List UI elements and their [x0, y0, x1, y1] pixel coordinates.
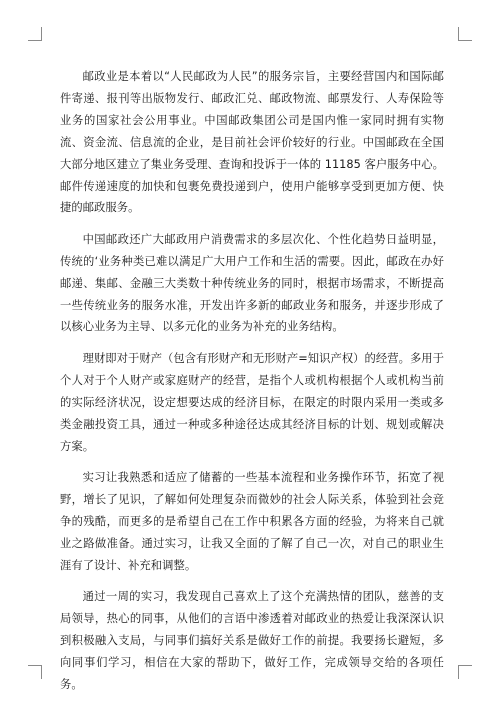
paragraph-postal-services: 中国邮政还广大邮政用户消费需求的多层次化、个性化趋势日益明显，传统的‘业务种类已难以满足广大用户工作和生活的需要。因此，邮政在办好邮递、集邮、金融三大类数十种传统业务的同时，根据市场需求，不断提高一些传统业务的服务水准，开发出许多新的邮政业务和服务，并逐步形成了以核心业务为主导、以多元化的业务为补充的业务结构。	[60, 232, 444, 334]
crop-mark-bottom-right-v	[458, 665, 459, 679]
paragraph-internship-summary: 通过一周的实习，我发现自己喜欢上了这个充满热情的团队，慈善的支局领导，热心的同事，从他们的言语中渗透着对邮政业的热爱让我深深认识到积极融入支局，与同事们搞好关系是做好工作的前提。我要扬长避短，多向同事们学习，相信在大家的帮助下，做好工作，完成领导交给的各项任务。	[60, 589, 444, 691]
crop-mark-bottom-right-h	[458, 665, 472, 666]
document-body	[60, 66, 444, 695]
crop-mark-bottom-left-h	[28, 665, 42, 666]
paragraph-internship-experience: 实习让我熟悉和适应了储蓄的一些基本流程和业务操作环节，拓宽了视野，增长了见识，了解如何处理复杂而微妙的社会人际关系，体验到社会竞争的残酷，而更多的是希望自己在工作中积累各方面的经验，为将来自己就业之路做准备。通过实习，让我又全面的了解了自己一次，对自己的职业生涯有了设计、补充和调整。	[60, 470, 444, 572]
crop-mark-top-right-h	[458, 40, 472, 41]
paragraph-financial-management: 理财即对于财产（包含有形财产和无形财产=知识产权）的经营。多用于个人对于个人财产或家庭财产的经营，是指个人或机构根据个人或机构当前的实际经济状况，设定想要达成的经济目标，在限定的时限内采用一类或多类金融投资工具，通过一种或多种途径达成其经济目标的计划、规划或解决方案。	[60, 351, 444, 453]
crop-mark-top-left-v	[41, 27, 42, 41]
crop-mark-top-right-v	[458, 27, 459, 41]
crop-mark-bottom-left-v	[41, 665, 42, 679]
paragraph-postal-industry: 邮政业是本着以“人民邮政为人民”的服务宗旨，主要经营国内和国际邮件寄递、报刊等出版物发行、邮政汇兑、邮政物流、邮票发行、人寿保险等业务的国家社会公用事业。中国邮政集团公司是国内惟一家同时拥有实物流、资金流、信息流的企业，是目前社会评价较好的行业。中国邮政在全国大部分地区建立了集业务受理、查询和投诉于一体的 11185 客户服务中心。邮件传递速度的加快和包裹免费投递到户，使用户能够享受到更加方便、快捷的邮政服务。	[60, 70, 444, 215]
crop-mark-top-left-h	[28, 40, 42, 41]
